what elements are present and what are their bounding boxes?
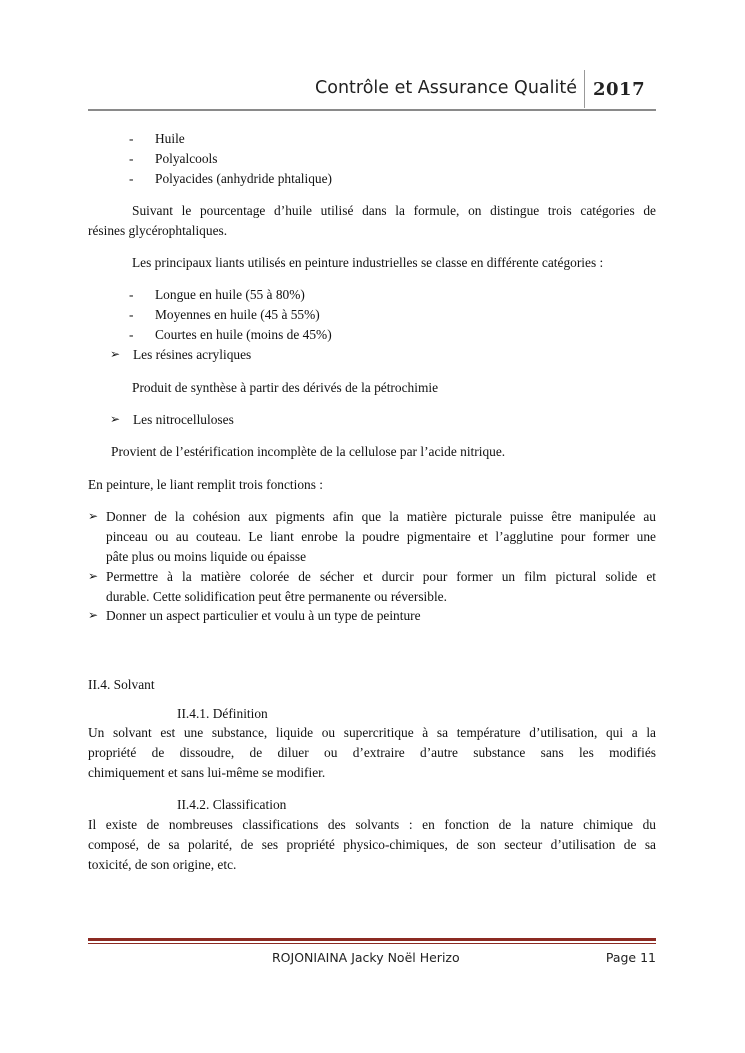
paragraph-line: Un solvant est une substance, liquide ou supercritique à sa température d’utilisation, qui a la xyxy=(88,725,656,740)
section-heading: Les résines acryliques xyxy=(133,347,252,362)
section-heading: Les nitrocelluloses xyxy=(133,412,234,427)
bullet-line: Donner un aspect particulier et voulu à un type de peinture xyxy=(106,608,421,623)
dash-bullet: - xyxy=(129,287,134,302)
subsection-title: II.4.1. Définition xyxy=(177,706,268,721)
footer-rule-thin xyxy=(88,943,656,944)
arrow-bullet-icon: ➢ xyxy=(88,569,99,583)
list-item: Moyennes en huile (45 à 55%) xyxy=(155,307,320,322)
dash-bullet: - xyxy=(129,131,134,146)
dash-bullet: - xyxy=(129,171,134,186)
footer-author: ROJONIAINA Jacky Noël Herizo xyxy=(272,950,460,965)
section-title: II.4. Solvant xyxy=(88,677,155,692)
bullet-line: Donner de la cohésion aux pigments afin que la matière picturale puisse être manipulée au xyxy=(106,509,656,524)
list-item: Polyacides (anhydride phtalique) xyxy=(155,171,333,186)
paragraph-line: résines glycérophtaliques. xyxy=(88,223,228,238)
paragraph: Produit de synthèse à partir des dérivés de la pétrochimie xyxy=(132,380,439,395)
paragraph: Les principaux liants utilisés en peinture industrielles se classe en différente catégories : xyxy=(132,255,604,270)
paragraph-line: composé, de sa polarité, de ses propriété physico-chimiques, de son secteur d’utilisation de sa xyxy=(88,837,656,852)
paragraph: En peinture, le liant remplit trois fonctions : xyxy=(88,477,324,492)
subsection-title: II.4.2. Classification xyxy=(177,797,287,812)
bullet-line: Permettre à la matière colorée de sécher et durcir pour former un film pictural solide et xyxy=(106,569,656,584)
header-title: Contrôle et Assurance Qualité xyxy=(315,78,577,98)
paragraph-line: toxicité, de son origine, etc. xyxy=(88,857,237,872)
arrow-bullet-icon: ➢ xyxy=(88,608,99,622)
dash-bullet: - xyxy=(129,327,134,342)
dash-bullet: - xyxy=(129,151,134,166)
footer-page-number: Page 11 xyxy=(605,950,656,965)
arrow-bullet-icon: ➢ xyxy=(110,347,121,361)
dash-bullet: - xyxy=(129,307,134,322)
list-item: Courtes en huile (moins de 45%) xyxy=(155,327,332,342)
paragraph-line: chimiquement et sans lui-même se modifier. xyxy=(88,765,326,780)
list-item: Longue en huile (55 à 80%) xyxy=(155,287,305,302)
bullet-line: durable. Cette solidification peut être permanente ou réversible. xyxy=(106,589,447,604)
bullet-line: pinceau ou au couteau. Le liant enrobe la poudre pigmentaire et l’agglutine pour former une xyxy=(106,529,656,544)
arrow-bullet-icon: ➢ xyxy=(110,412,121,426)
paragraph: Provient de l’estérification incomplète de la cellulose par l’acide nitrique. xyxy=(111,444,506,459)
header-separator xyxy=(584,70,585,108)
header-year: 2017 xyxy=(593,79,646,100)
arrow-bullet-icon: ➢ xyxy=(88,509,99,523)
list-item: Polyalcools xyxy=(155,151,218,166)
footer-rule xyxy=(88,938,656,941)
bullet-line: pâte plus ou moins liquide ou épaisse xyxy=(106,549,307,564)
list-item: Huile xyxy=(155,131,185,146)
paragraph-line: propriété de dissoudre, de diluer ou d’extraire d’autre substance sans les modifiés xyxy=(88,745,656,760)
paragraph-line: Suivant le pourcentage d’huile utilisé dans la formule, on distingue trois catégories de xyxy=(132,203,656,218)
header-rule xyxy=(88,109,656,111)
paragraph-line: Il existe de nombreuses classifications des solvants : en fonction de la nature chimique du xyxy=(88,817,656,832)
